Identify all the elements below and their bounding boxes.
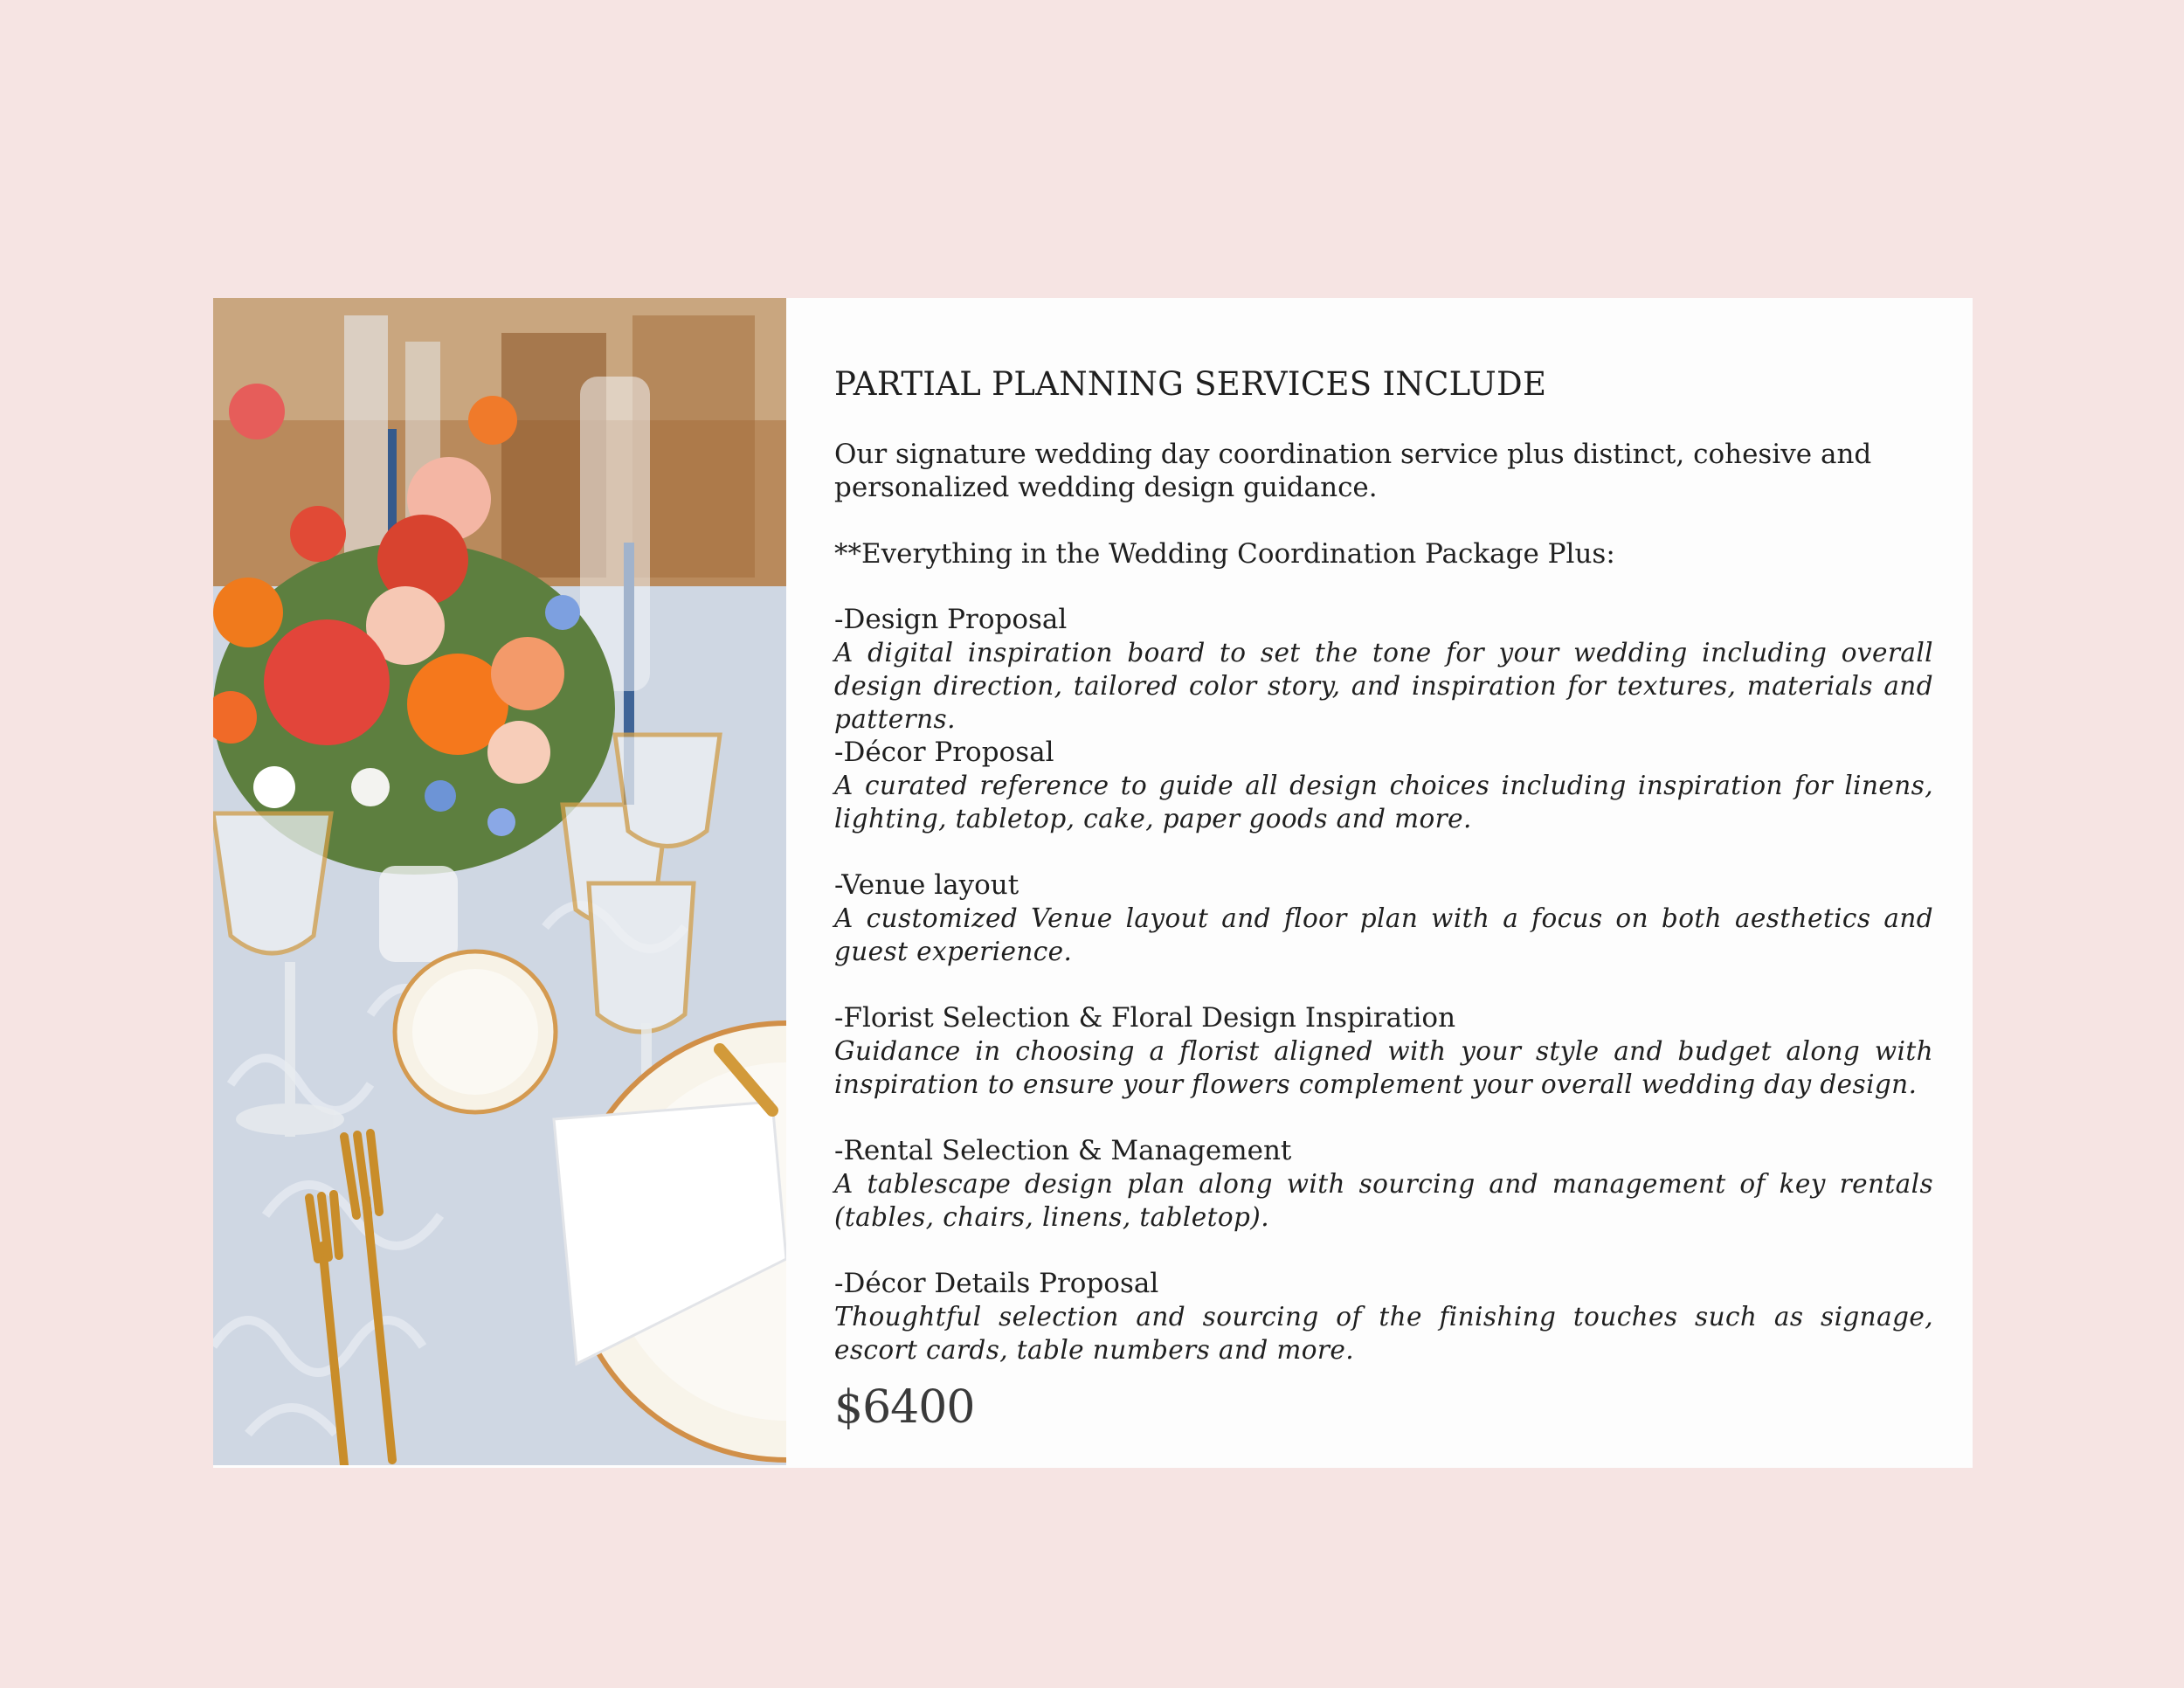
service-description: Thoughtful selection and sourcing of the finishing touches such as signage, escort cards, table numbers and more. xyxy=(834,1302,1933,1365)
service-description: A tablescape design plan along with sourcing and management of key rentals (tables, chairs, linens, tabletop). xyxy=(834,1169,1933,1232)
service-description: A curated reference to guide all design choices including inspiration for linens, lighting, tabletop, cake, paper goods and more. xyxy=(834,771,1933,834)
includes-note: **Everything in the Wedding Coordination Package Plus: xyxy=(834,538,1615,570)
service-name: -Design Proposal xyxy=(834,604,1068,635)
service-description: A customized Venue layout and floor plan with a focus on both aesthetics and guest experience. xyxy=(834,903,1933,966)
intro-text: Our signature wedding day coordination service plus distinct, cohesive and personalized wedding design guidance. xyxy=(834,439,1872,503)
table-setting-photo xyxy=(213,298,786,1465)
service-description: Guidance in choosing a florist aligned with your style and budget along with inspiration to ensure your flowers complement your overall wedding day design. xyxy=(834,1036,1933,1099)
service-name: -Florist Selection & Floral Design Inspiration xyxy=(834,1002,1456,1034)
service-name: -Décor Proposal xyxy=(834,737,1054,768)
service-item xyxy=(834,1001,1933,1101)
service-item xyxy=(834,736,1933,835)
service-item xyxy=(834,1267,1933,1366)
service-description: A digital inspiration board to set the tone for your wedding including overall design direction, tailored color story, and inspiration for textures, materials and patterns. xyxy=(834,638,1933,734)
package-price: $6400 xyxy=(834,1381,975,1434)
page-title: PARTIAL PLANNING SERVICES INCLUDE xyxy=(834,365,1547,403)
service-item xyxy=(834,603,1933,736)
service-card xyxy=(213,298,1973,1468)
service-item xyxy=(834,1134,1933,1234)
service-name: -Rental Selection & Management xyxy=(834,1135,1292,1166)
service-name: -Décor Details Proposal xyxy=(834,1268,1159,1299)
service-item xyxy=(834,868,1933,968)
service-name: -Venue layout xyxy=(834,869,1019,901)
